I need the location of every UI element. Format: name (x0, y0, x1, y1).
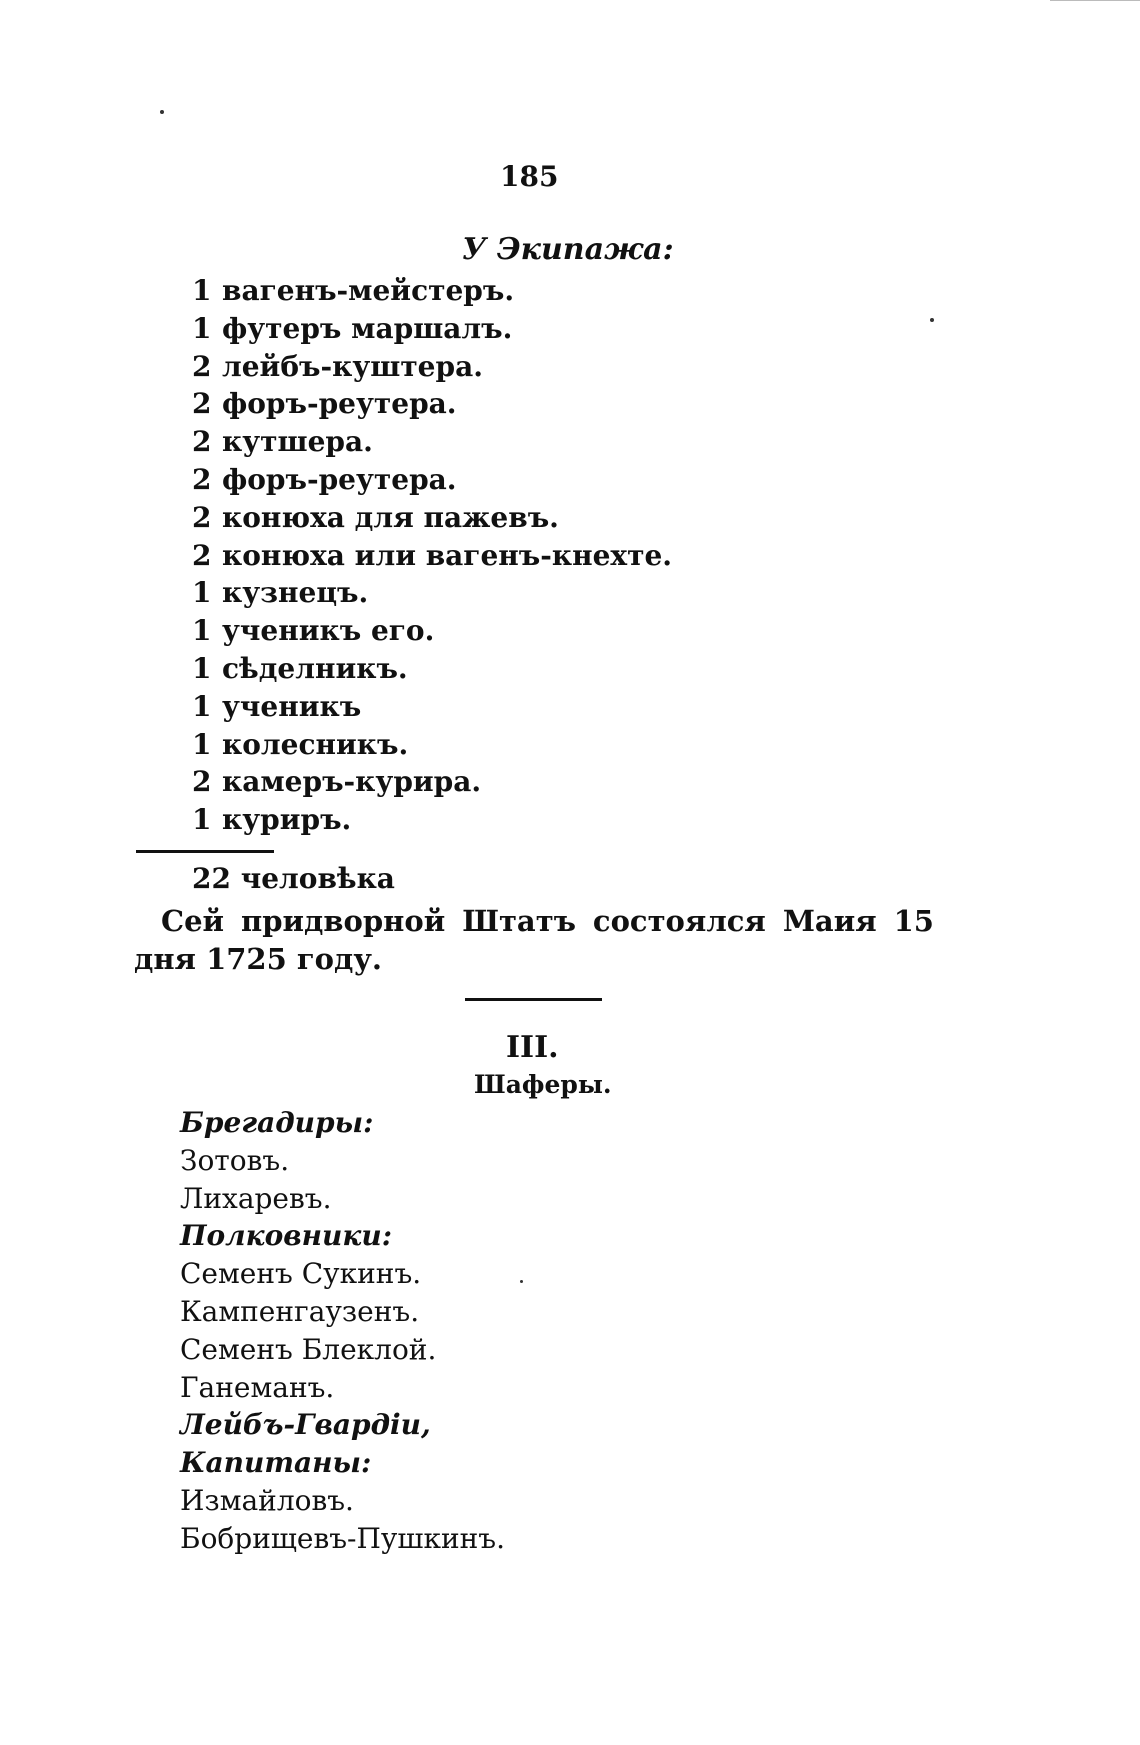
crew-heading: У Экипажа: (462, 232, 674, 267)
crew-item (192, 310, 672, 348)
roster-name: Зотовъ. (180, 1143, 290, 1177)
crew-item-qty: 1 (192, 614, 212, 648)
section-divider (465, 998, 602, 1001)
crew-item-text: форъ-реутера. (222, 462, 457, 496)
roster-category: Лейбъ-Гвардіи, (180, 1408, 431, 1442)
crew-item-qty: 2 (192, 425, 212, 459)
roster-category: Капитаны: (180, 1446, 372, 1480)
crew-item (192, 272, 672, 310)
crew-list (192, 272, 672, 839)
roster-name: Измайловъ. (180, 1483, 354, 1517)
crew-item (192, 726, 672, 764)
section-title: Шаферы. (474, 1070, 612, 1099)
crew-item (192, 385, 672, 423)
crew-item-qty: 1 (192, 651, 212, 685)
crew-item (192, 801, 672, 839)
roster-category: Полковники: (180, 1219, 393, 1253)
crew-item-qty: 1 (192, 689, 212, 723)
crew-item (192, 688, 672, 726)
crew-item (192, 423, 672, 461)
crew-item (192, 612, 672, 650)
roster-name: Семенъ Блеклой. (180, 1332, 437, 1366)
roster-name: Ганеманъ. (180, 1370, 335, 1404)
closing-statement: Сей придворной Штатъ состоялся Маия 15 дня 1725 году. (134, 904, 934, 976)
crew-item-text: вагенъ-мейстеръ. (222, 274, 515, 307)
crew-item-text: куриръ. (222, 803, 352, 837)
scan-speck (160, 110, 164, 114)
scan-speck (930, 318, 934, 322)
crew-item-text: конюха или вагенъ-кнехте. (222, 538, 673, 572)
crew-item (192, 650, 672, 688)
total-line: 22 человѣка (192, 862, 395, 895)
crew-item-qty: 1 (192, 311, 212, 345)
crew-item-qty: 1 (192, 803, 212, 837)
scan-speck (520, 1280, 523, 1283)
crew-item-text: колесникъ. (222, 727, 409, 761)
crew-item (192, 348, 672, 386)
section-number: III. (506, 1030, 559, 1065)
crew-item-qty: 1 (192, 727, 212, 761)
crew-item-text: камеръ-курира. (222, 765, 482, 799)
crew-item-text: кузнецъ. (222, 576, 369, 610)
crew-item-text: ученикъ его. (222, 614, 435, 648)
edge-line (1050, 0, 1140, 1)
sum-rule (136, 850, 274, 853)
roster-name: Лихаревъ. (180, 1181, 332, 1215)
crew-item-qty: 2 (192, 765, 212, 799)
crew-item-qty: 1 (192, 576, 212, 610)
roster-list (180, 1104, 505, 1558)
page-number: 185 (500, 160, 559, 193)
crew-item-text: конюха для пажевъ. (222, 500, 559, 534)
crew-item-qty: 1 (192, 274, 212, 307)
roster-name: Бобрищевъ-Пушкинъ. (180, 1521, 505, 1555)
crew-item-qty: 2 (192, 500, 212, 534)
crew-item-text: сѣделникъ. (222, 651, 408, 685)
roster-category: Брегадиры: (180, 1106, 374, 1139)
crew-item (192, 574, 672, 612)
crew-item-text: кутшера. (222, 425, 373, 459)
crew-item-text: форъ-реутера. (222, 387, 457, 421)
roster-name: Кампенгаузенъ. (180, 1294, 420, 1328)
crew-item-qty: 2 (192, 387, 212, 421)
crew-item (192, 461, 672, 499)
crew-item (192, 537, 672, 575)
crew-item-qty: 2 (192, 349, 212, 383)
crew-item-text: футеръ маршалъ. (222, 311, 513, 345)
crew-item-qty: 2 (192, 462, 212, 496)
crew-item (192, 499, 672, 537)
roster-name: Семенъ Сукинъ. (180, 1257, 422, 1291)
crew-item-qty: 2 (192, 538, 212, 572)
crew-item-text: лейбъ-куштера. (222, 349, 483, 383)
crew-item-text: ученикъ (222, 689, 362, 723)
crew-item (192, 763, 672, 801)
